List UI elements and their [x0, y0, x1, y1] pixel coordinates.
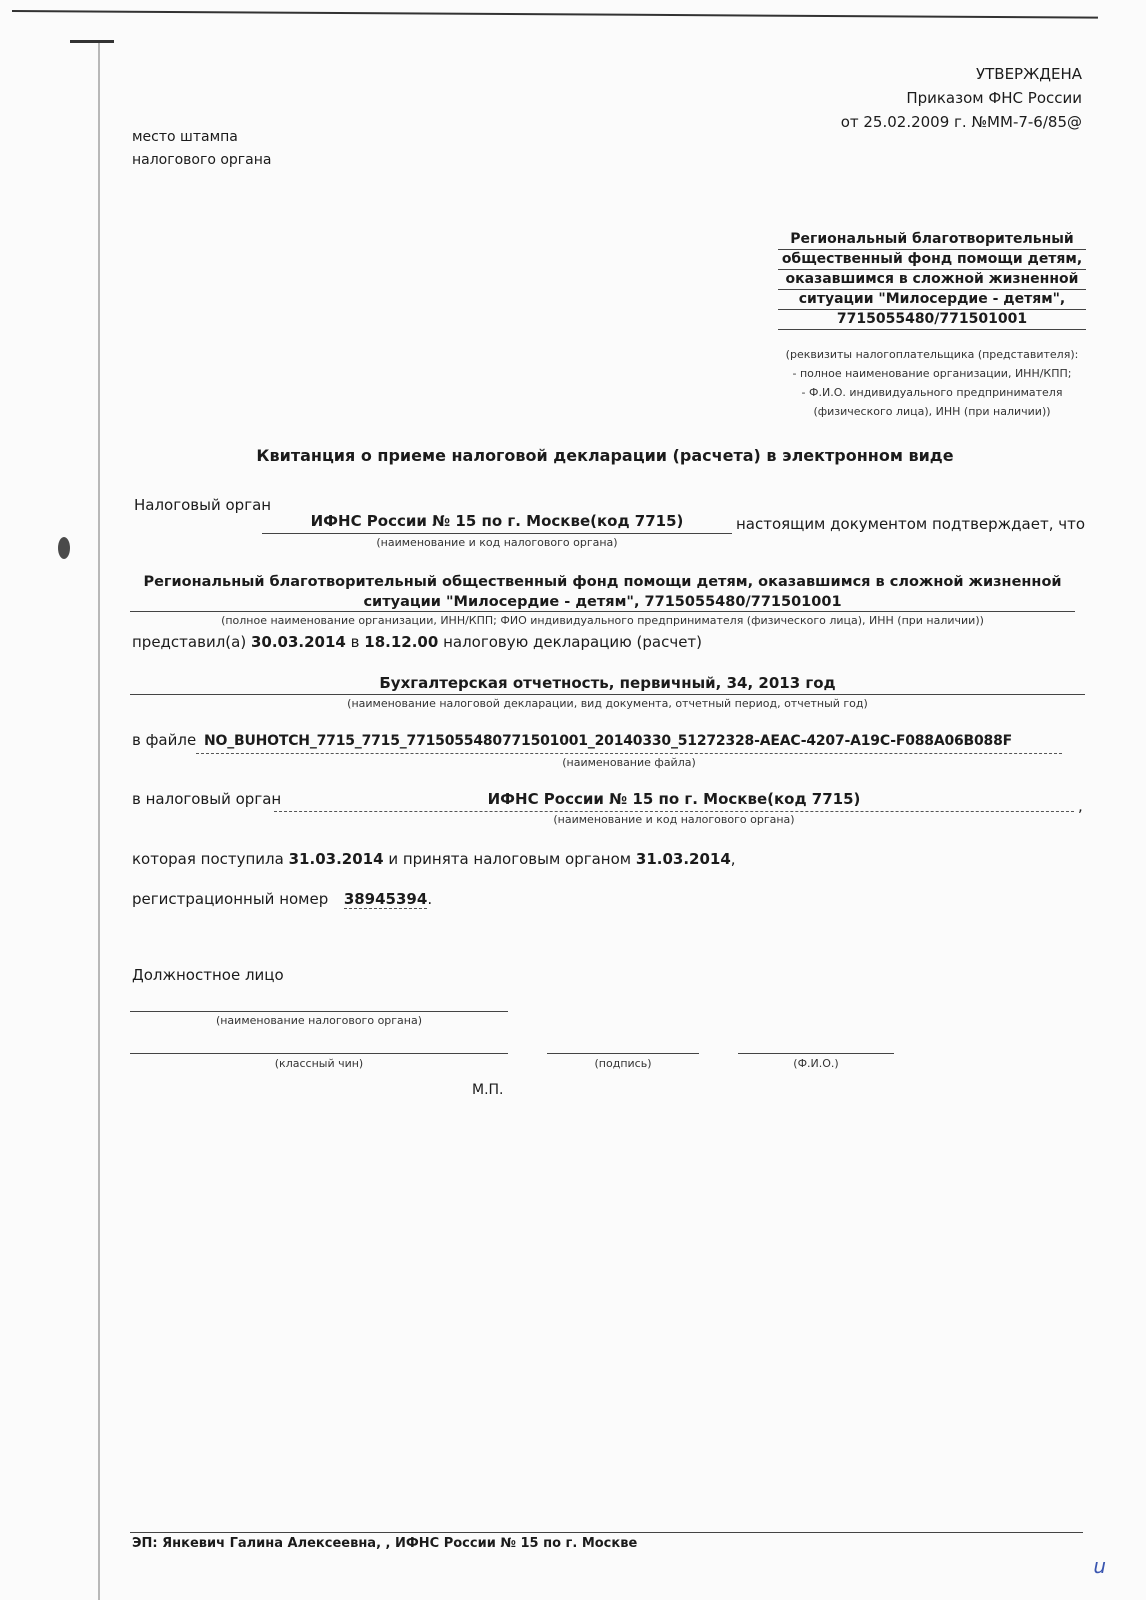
taxpayer-line: общественный фонд помощи детям,	[778, 250, 1086, 270]
confirms-text: настоящим документом подтверждает, что	[736, 515, 1086, 533]
tax-authority-label: Налоговый орган	[134, 496, 272, 514]
stamp-place-line2: налогового органа	[132, 152, 272, 168]
organization-name	[130, 572, 1075, 612]
taxpayer-block	[778, 230, 1086, 330]
submitted-suffix: налоговую декларацию (расчет)	[443, 633, 703, 651]
received-middle: и принята налоговым органом	[388, 850, 632, 868]
registration-suffix: .	[427, 890, 433, 908]
fio-line	[738, 1053, 894, 1054]
taxpayer-caption-line: - полное наименование организации, ИНН/КПП;	[792, 367, 1072, 380]
declaration-underline	[130, 694, 1085, 695]
tax-authority-caption: (наименование и код налогового органа)	[376, 536, 618, 549]
approval-date: от 25.02.2009 г. №ММ-7-6/85@	[840, 113, 1082, 131]
punch-hole	[58, 537, 70, 559]
to-authority-comma: ,	[1078, 797, 1083, 815]
file-label: в файле	[132, 731, 197, 749]
declaration-caption: (наименование налоговой декларации, вид документа, отчетный период, отчетный год)	[347, 697, 868, 710]
registration-number: 38945394	[343, 890, 428, 908]
registration-line	[132, 890, 432, 908]
to-authority-label: в налоговый орган	[132, 790, 282, 808]
organization-underline	[130, 611, 1075, 612]
submitted-prefix: представил(а)	[132, 633, 247, 651]
rank-line	[130, 1053, 508, 1054]
tax-authority-underline	[262, 533, 732, 534]
taxpayer-caption-line: (физического лица), ИНН (при наличии))	[813, 405, 1051, 418]
stamp-place-line1: место штампа	[132, 129, 238, 145]
taxpayer-caption-line: (реквизиты налогоплательщика (представителя):	[785, 348, 1079, 361]
file-underline	[196, 753, 1062, 754]
taxpayer-line: Региональный благотворительный	[778, 230, 1086, 250]
approval-block	[682, 62, 1082, 134]
scan-mark	[70, 40, 114, 43]
file-name: NO_BUHOTCH_7715_7715_7715055480771501001_20140330_51272328-AEAC-4207-A19C-F088A06B088F	[204, 733, 1013, 749]
submitted-line	[132, 633, 702, 651]
received-line	[132, 850, 736, 868]
handwritten-mark: u	[1093, 1554, 1106, 1578]
taxpayer-caption-line: - Ф.И.О. индивидуального предпринимателя	[801, 386, 1063, 399]
official-org-line	[130, 1011, 508, 1012]
approval-title: УТВЕРЖДЕНА	[975, 65, 1082, 83]
organization-line1: Региональный благотворительный общественный фонд помощи детям, оказавшимся в сложной жизненной	[143, 574, 1062, 590]
submitted-time: 18.12.00	[364, 633, 439, 651]
to-authority-underline	[274, 811, 1074, 812]
taxpayer-line: 7715055480/771501001	[778, 310, 1086, 330]
submitted-date: 30.03.2014	[250, 633, 346, 651]
taxpayer-line: оказавшимся в сложной жизненной	[778, 270, 1086, 290]
rank-caption: (классный чин)	[274, 1057, 364, 1070]
receipt-title: Квитанция о приеме налоговой декларации (расчета) в электронном виде	[256, 446, 954, 465]
seal-place: М.П.	[472, 1082, 504, 1098]
organization-caption: (полное наименование организации, ИНН/КПП; ФИО индивидуального предпринимателя (физического лица), ИНН (при наличии))	[221, 614, 984, 627]
submitted-in: в	[350, 633, 360, 651]
taxpayer-caption	[770, 345, 1094, 421]
received-date: 31.03.2014	[288, 850, 384, 868]
received-prefix: которая поступила	[132, 850, 284, 868]
footer-rule	[130, 1532, 1083, 1533]
tax-authority-value: ИФНС России № 15 по г. Москве(код 7715)	[310, 512, 684, 530]
approval-order: Приказом ФНС России	[906, 89, 1082, 107]
sign-caption: (подпись)	[594, 1057, 652, 1070]
accepted-date: 31.03.2014	[635, 850, 731, 868]
scan-left-edge	[98, 40, 100, 1600]
fio-caption: (Ф.И.О.)	[793, 1057, 839, 1070]
received-suffix: ,	[730, 850, 736, 868]
organization-line2: ситуации "Милосердие - детям", 7715055480/771501001	[363, 594, 842, 610]
file-caption: (наименование файла)	[562, 756, 696, 769]
to-authority-value: ИФНС России № 15 по г. Москве(код 7715)	[487, 790, 861, 808]
official-label: Должностное лицо	[132, 966, 284, 984]
to-authority-caption: (наименование и код налогового органа)	[553, 813, 795, 826]
sign-line	[547, 1053, 699, 1054]
taxpayer-line: ситуации "Милосердие - детям",	[778, 290, 1086, 310]
declaration-value: Бухгалтерская отчетность, первичный, 34, 2013 год	[379, 674, 836, 692]
stamp-place	[132, 126, 271, 172]
scan-top-edge	[12, 10, 1098, 19]
official-org-caption: (наименование налогового органа)	[215, 1014, 423, 1027]
footer-ep: ЭП: Янкевич Галина Алексеевна, , ИФНС России № 15 по г. Москве	[132, 1536, 638, 1551]
registration-label: регистрационный номер	[132, 890, 329, 908]
